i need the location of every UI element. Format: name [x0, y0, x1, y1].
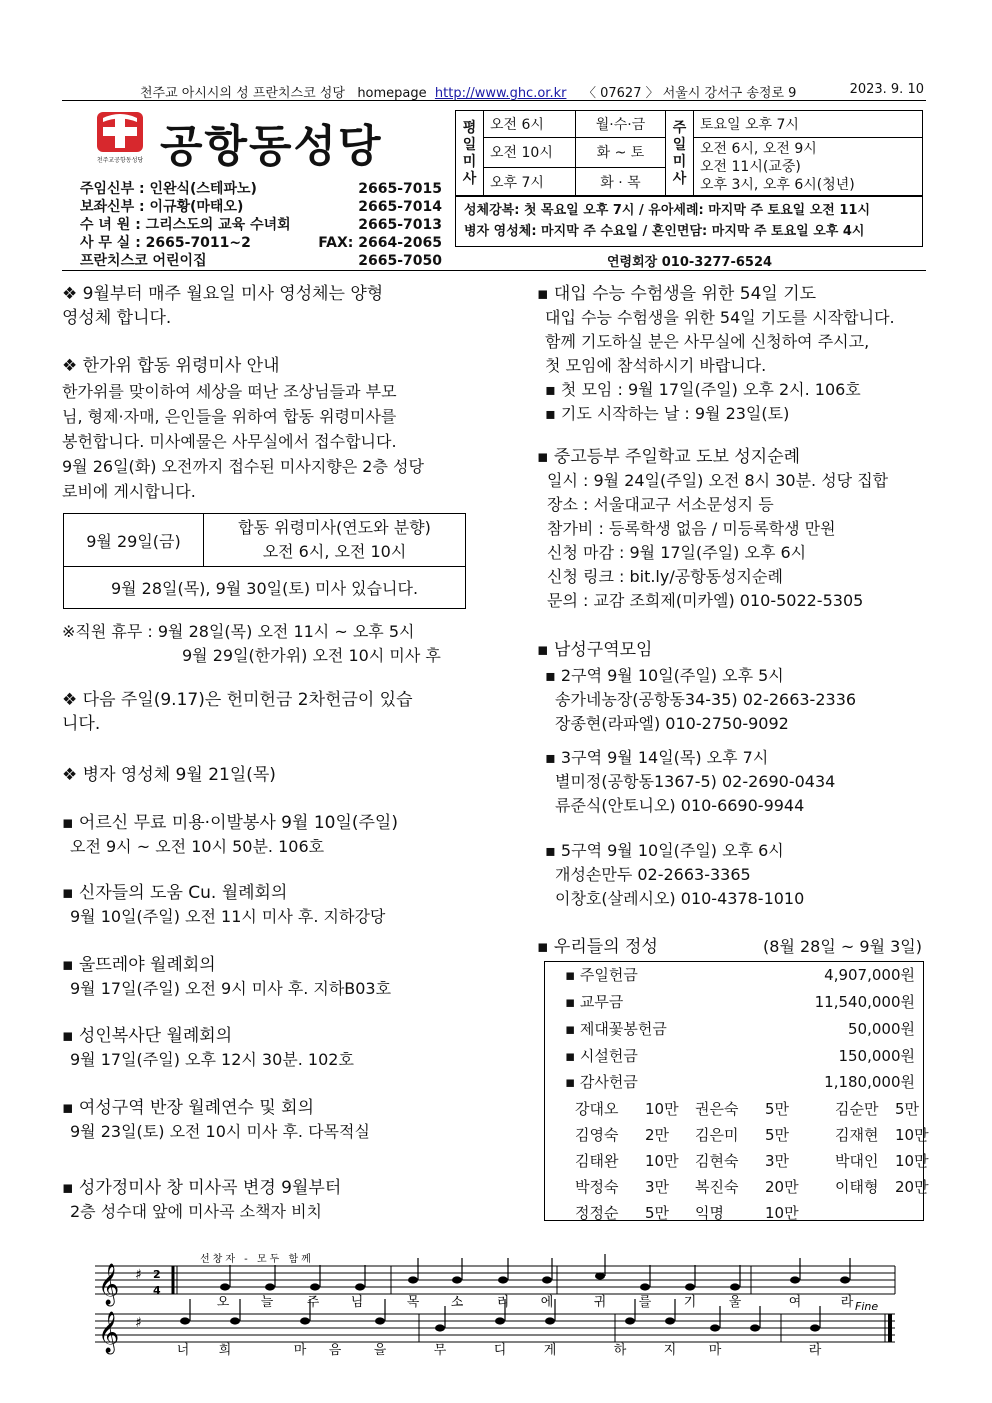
notice-text: 로비에 게시합니다. — [62, 482, 196, 501]
staff-row — [80, 216, 442, 234]
offering-name: ▪ 시설헌금 — [565, 1047, 638, 1065]
holiday-line: 9월 29일(한가위) 오전 10시 미사 후 — [182, 646, 441, 665]
donor-row — [575, 1150, 929, 1176]
lyric-syllable: 오 — [216, 1295, 230, 1310]
donor-name: 익명 — [695, 1204, 724, 1222]
staff-phone: 2665-7013 — [358, 217, 442, 233]
donor-amount: 10만 — [765, 1204, 799, 1222]
notice-memorial-mass — [62, 354, 424, 504]
donor-amount: 10만 — [645, 1152, 679, 1170]
staff-row — [80, 198, 442, 216]
church-name: 천주교 아시시의 성 프란치스코 성당 — [140, 86, 345, 101]
donor-name: 이태형 — [835, 1178, 879, 1196]
note-head — [220, 1283, 230, 1290]
district-place: 별미정(공항동1367-5) 02-2690-0434 — [555, 772, 836, 791]
staff-holiday — [62, 620, 441, 668]
weekday-mass-label: 평 일 미 사 — [456, 111, 484, 197]
staff-phone: 2665-7015 — [358, 181, 442, 197]
homepage-label: homepage — [357, 86, 427, 101]
score-lead-text: 선창자 - 모두 함께 — [200, 1254, 314, 1265]
notice-text: 9월 23일(토) 오전 10시 미사 후. 다목적실 — [70, 1122, 370, 1141]
offering-amount: 11,540,000원 — [814, 993, 915, 1011]
notice-heading: ▪ 울뜨레야 월례회의 — [62, 955, 216, 975]
note-head — [180, 1317, 190, 1324]
memorial-mass-time: 오전 6시, 오전 10시 — [262, 542, 407, 561]
header-divider — [62, 100, 926, 101]
note-head — [452, 1276, 462, 1283]
section-divider — [62, 270, 926, 271]
mass-time: 오전 10시 — [484, 138, 576, 168]
notice-text: 영성체 합니다. — [62, 308, 172, 328]
notice-text: 님, 형제·자매, 은인들을 위하여 합동 위령미사를 — [62, 407, 397, 426]
staff-label: 보좌신부 : 이규황(마태오) — [80, 199, 244, 215]
notice-text: 첫 모임에 참석하시기 바랍니다. — [545, 356, 767, 375]
note-head — [750, 1324, 760, 1331]
district-contact: 장종현(라파엘) 010-2750-9092 — [555, 714, 789, 733]
sunday-mass-time: 오후 3시, 오후 6시(청년) — [700, 177, 855, 193]
donor-name: 강대오 — [575, 1100, 619, 1118]
offering-amount: 4,907,000원 — [824, 966, 915, 984]
donor-name: 박정숙 — [575, 1178, 619, 1196]
address: 〈 07627 〉 서울시 강서구 송정로 9 — [582, 86, 797, 101]
staff-list — [80, 180, 442, 270]
staff-label: 주임신부 : 인완식(스테파노) — [80, 181, 257, 197]
sunday-mass-label: 주 일 미 사 — [666, 111, 694, 197]
lyric-syllable: 님 — [350, 1295, 364, 1310]
donor-amount: 10만 — [895, 1126, 929, 1144]
donor-name: 정정순 — [575, 1204, 619, 1222]
donor-amount: 5만 — [895, 1100, 920, 1118]
mass-days: 월·수·금 — [576, 111, 666, 138]
note-head — [435, 1324, 445, 1331]
note-head — [810, 1324, 820, 1331]
donor-name: 김태완 — [575, 1152, 619, 1170]
homepage-link[interactable]: http://www.ghc.or.kr — [434, 86, 567, 101]
donor-amount: 3만 — [645, 1178, 670, 1196]
donor-row — [575, 1176, 929, 1202]
lyric-syllable: 마 — [708, 1343, 722, 1358]
note-head — [625, 1317, 635, 1324]
district-heading: ▪ 5구역 9월 10일(주일) 오후 6시 — [545, 841, 784, 860]
lyric-syllable: 음 — [328, 1343, 342, 1358]
notice-text: 참가비 : 등록학생 없음 / 미등록학생 만원 — [547, 519, 836, 538]
donor-amount: 10만 — [645, 1100, 679, 1118]
notice-text: 신청 마감 : 9월 17일(주일) 오후 6시 — [547, 543, 807, 562]
notice-text: 9월 10일(주일) 오전 11시 미사 후. 지하강당 — [70, 907, 386, 926]
donor-name: 권은숙 — [695, 1100, 739, 1118]
notice-sick-communion: ❖ 병자 영성체 9월 21일(목) — [62, 765, 276, 785]
note-head — [498, 1276, 508, 1283]
donor-name: 김재현 — [835, 1126, 879, 1144]
donor-row — [575, 1098, 920, 1124]
note-head — [730, 1283, 740, 1290]
note-head — [495, 1317, 505, 1324]
notice-heading: ▪ 어르신 무료 미용·이발봉사 9월 10일(주일) — [62, 813, 398, 833]
notice-heading: ▪ 여성구역 반장 월례연수 및 회의 — [62, 1098, 315, 1118]
note-head — [640, 1283, 650, 1290]
notice-text: 문의 : 교감 조희제(미카엘) 010-5022-5305 — [547, 591, 864, 610]
offering-row — [565, 1018, 915, 1044]
offering-name: ▪ 교무금 — [565, 993, 624, 1011]
note-head — [665, 1317, 675, 1324]
notice-offering — [62, 688, 413, 736]
donor-amount: 10만 — [895, 1152, 929, 1170]
lyric-syllable: 여 — [788, 1295, 802, 1310]
offering-amount: 1,180,000원 — [824, 1073, 915, 1091]
district-place: 송가네농장(공항동34-35) 02-2663-2336 — [555, 690, 857, 709]
lyric-syllable: 에 — [540, 1295, 554, 1310]
staff-row — [80, 234, 442, 252]
staff-row — [80, 180, 442, 198]
sunday-mass-time: 토요일 오후 7시 — [694, 111, 923, 138]
memorial-mass-cell — [204, 514, 466, 567]
notice-text: 2층 성수대 앞에 미사곡 소책자 비치 — [70, 1202, 322, 1221]
issue-date: 2023. 9. 10 — [849, 82, 924, 97]
notice-heading: ▪ 성인복사단 월례회의 — [62, 1026, 233, 1046]
svg-text:천주교공항동성당: 천주교공항동성당 — [97, 157, 143, 164]
notice-heading: ▪ 우리들의 정성 — [537, 937, 658, 957]
mass-days: 화 ~ 토 — [576, 138, 666, 168]
donor-amount: 20만 — [895, 1178, 929, 1196]
holiday-line: ※직원 휴무 : 9월 28일(목) 오전 11시 ~ 오후 5시 — [62, 622, 415, 641]
notice-text: 장소 : 서울대교구 서소문성지 등 — [547, 495, 774, 514]
staff-row — [80, 252, 442, 270]
notice-heading: ▪ 성가정미사 창 미사곡 변경 9월부터 — [62, 1178, 342, 1198]
lyric-syllable: 너 — [176, 1343, 190, 1358]
district-heading: ▪ 3구역 9월 14일(목) 오후 7시 — [545, 748, 769, 767]
donor-name: 김현숙 — [695, 1152, 739, 1170]
time-signature: 4 — [153, 1284, 161, 1297]
lyric-syllable: 게 — [543, 1343, 557, 1358]
offering-row — [565, 1071, 915, 1097]
notice-text: 니다. — [62, 714, 101, 734]
notice-altar-servers — [62, 1024, 354, 1072]
lyric-syllable: 목 — [406, 1295, 420, 1310]
note-head — [595, 1272, 605, 1279]
lyric-syllable: 기 — [683, 1295, 697, 1310]
mass-days: 화 · 목 — [576, 167, 666, 197]
pilgrimage-link[interactable]: 신청 링크 : bit.ly/공항동성지순례 — [547, 567, 783, 586]
memorial-date: 9월 29일(금) — [64, 514, 204, 567]
note-head — [300, 1317, 310, 1324]
note-head — [355, 1283, 365, 1290]
donor-list — [575, 1098, 929, 1228]
note-head — [685, 1283, 695, 1290]
treble-clef-icon: 𝄞 — [98, 1312, 120, 1353]
note-head — [710, 1324, 720, 1331]
offering-amount: 50,000원 — [848, 1020, 915, 1038]
note-head — [542, 1276, 552, 1283]
notice-heading: ▪ 신자들의 도움 Cu. 월례회의 — [62, 883, 288, 903]
offering-name: ▪ 제대꽃봉헌금 — [565, 1020, 667, 1038]
lyric-syllable: 디 — [493, 1343, 507, 1358]
lyric-syllable: 를 — [638, 1295, 652, 1310]
notice-heading: ▪ 대입 수능 수험생을 위한 54일 기도 — [537, 284, 817, 304]
district-2 — [545, 664, 856, 736]
donor-name: 박대인 — [835, 1152, 879, 1170]
staff-label: 프란치스코 어린이집 — [80, 253, 207, 269]
page-title: 공항동성당 — [160, 121, 383, 172]
notice-bullet: ▪ 첫 모임 : 9월 17일(주일) 오후 2시. 106호 — [545, 380, 861, 399]
note-head — [265, 1283, 275, 1290]
donor-name: 복진숙 — [695, 1178, 739, 1196]
hymn-score — [95, 1252, 897, 1392]
donor-amount: 5만 — [645, 1204, 670, 1222]
lyric-syllable: 마 — [293, 1343, 307, 1358]
lyric-syllable: 리 — [496, 1295, 510, 1310]
sunday-mass-time: 오전 11시(교중) — [700, 159, 801, 175]
donor-name: 김영숙 — [575, 1126, 619, 1144]
notice-womens-district — [62, 1096, 370, 1144]
lyric-syllable: 하 — [613, 1343, 627, 1358]
info-line: 병자 영성체: 마지막 주 수요일 / 혼인면담: 마지막 주 토요일 오후 4시 — [464, 224, 865, 239]
staff-label: 사 무 실 : 2665-7011~2 — [80, 235, 251, 251]
notice-heading: ❖ 다음 주일(9.17)은 헌미헌금 2차헌금이 있습 — [62, 690, 413, 710]
lyric-syllable: 울 — [728, 1295, 742, 1310]
notice-ultreya — [62, 953, 391, 1001]
offering-row — [565, 964, 915, 990]
note-head — [375, 1317, 385, 1324]
notice-heading: ▪ 중고등부 주일학교 도보 성지순례 — [537, 447, 801, 467]
sunday-mass-time: 오전 6시, 오전 9시 — [700, 141, 817, 157]
sacrament-info — [455, 195, 923, 247]
donor-name: 김은미 — [695, 1126, 739, 1144]
notice-cu-meeting — [62, 881, 385, 929]
notice-pilgrimage — [537, 445, 888, 613]
time-signature: 2 — [153, 1268, 161, 1281]
lyric-syllable: 을 — [373, 1343, 387, 1358]
notice-text: 대입 수능 수험생을 위한 54일 기도를 시작합니다. — [545, 308, 895, 327]
lyric-syllable: 늘 — [260, 1295, 274, 1310]
fine-marking: Fine — [855, 1300, 879, 1313]
lyric-syllable: 지 — [663, 1343, 677, 1358]
lyric-syllable: 소 — [450, 1295, 464, 1310]
district-3 — [545, 746, 835, 818]
donor-amount: 5만 — [765, 1126, 790, 1144]
notice-text: 9월 26일(화) 오전까지 접수된 미사지향은 2층 성당 — [62, 457, 424, 476]
notice-heading: ❖ 한가위 합동 위령미사 안내 — [62, 356, 280, 376]
memorial-mass-title: 합동 위령미사(연도와 분향) — [238, 518, 431, 537]
note-head — [545, 1317, 555, 1324]
notice-text: 9월 17일(주일) 오후 12시 30분. 102호 — [70, 1050, 354, 1069]
notice-text: 9월 17일(주일) 오전 9시 미사 후. 지하B03호 — [70, 979, 392, 998]
notice-text: 함께 기도하실 분은 사무실에 신청하여 주시고, — [545, 332, 870, 351]
staff-label: 수 녀 원 : 그리스도의 교육 수녀회 — [80, 217, 291, 233]
donor-amount: 2만 — [645, 1126, 670, 1144]
note-head — [310, 1283, 320, 1290]
lyric-syllable: 주 — [306, 1295, 320, 1310]
notice-haircut — [62, 811, 398, 859]
district-5 — [545, 839, 804, 911]
district-heading: ▪ 2구역 9월 10일(주일) 오후 5시 — [545, 666, 784, 685]
lyric-syllable: 라 — [840, 1295, 854, 1310]
notice-mass-song — [62, 1176, 341, 1224]
notice-bullet: ▪ 기도 시작하는 날 : 9월 23일(토) — [545, 404, 790, 423]
offering-box — [544, 961, 929, 1222]
donor-amount: 20만 — [765, 1178, 799, 1196]
notice-mens-district — [537, 638, 652, 662]
memorial-mass-table — [63, 513, 466, 609]
lyric-syllable: 라 — [808, 1343, 822, 1358]
mass-time: 오전 6시 — [484, 111, 576, 138]
mass-time: 오후 7시 — [484, 167, 576, 197]
notice-text: 한가위를 맞이하여 세상을 떠난 조상님들과 부모 — [62, 382, 397, 401]
lyric-syllable: 무 — [433, 1343, 447, 1358]
donor-amount: 3만 — [765, 1152, 790, 1170]
sunday-mass-times — [694, 138, 923, 197]
contact-line: 연령회장 010-3277-6524 — [607, 255, 773, 270]
staff-phone: 2665-7014 — [358, 199, 442, 215]
key-sharp-icon: ♯ — [135, 1315, 142, 1331]
memorial-note: 9월 28일(목), 9월 30일(토) 미사 있습니다. — [64, 567, 466, 609]
notice-suneung-prayer — [537, 282, 895, 426]
offering-row — [565, 1045, 915, 1071]
note-head — [840, 1276, 850, 1283]
offering-name: ▪ 감사헌금 — [565, 1073, 638, 1091]
donor-name: 김순만 — [835, 1100, 879, 1118]
notice-text: 일시 : 9월 24일(주일) 오전 8시 30분. 성당 집합 — [547, 471, 889, 490]
donor-row — [575, 1124, 929, 1150]
donor-row — [575, 1202, 915, 1228]
staff-phone: FAX: 2664-2065 — [318, 235, 442, 251]
info-line: 성체강복: 첫 목요일 오후 7시 / 유아세례: 마지막 주 토요일 오전 11시 — [464, 203, 871, 218]
lyric-syllable: 귀 — [593, 1295, 607, 1310]
key-sharp-icon: ♯ — [135, 1267, 142, 1283]
header-church — [140, 82, 796, 101]
notice-text: 봉헌합니다. 미사예물은 사무실에서 접수합니다. — [62, 432, 397, 451]
note-head — [408, 1276, 418, 1283]
offering-name: ▪ 주일헌금 — [565, 966, 638, 984]
mass-schedule-table — [455, 110, 923, 197]
district-contact: 이창호(살레시오) 010-4378-1010 — [555, 889, 805, 908]
offering-amount: 150,000원 — [838, 1047, 915, 1065]
lyric-syllable: 희 — [218, 1343, 232, 1358]
offering-period: (8월 28일 ~ 9월 3일) — [763, 937, 922, 956]
offering-heading — [537, 935, 922, 959]
notice-text: 오전 9시 ~ 오전 10시 50분. 106호 — [70, 837, 325, 856]
district-contact: 류준식(안토니오) 010-6690-9944 — [555, 796, 805, 815]
offering-row — [565, 991, 915, 1017]
notice-monday — [62, 282, 383, 330]
notice-heading: ▪ 남성구역모임 — [537, 640, 653, 660]
note-head — [230, 1317, 240, 1324]
treble-clef-icon: 𝄞 — [98, 1264, 120, 1305]
donor-amount: 5만 — [765, 1100, 790, 1118]
district-place: 개성손만두 02-2663-3365 — [555, 865, 751, 884]
staff-phone: 2665-7050 — [358, 253, 442, 269]
church-logo — [97, 112, 143, 164]
notice-heading: ❖ 9월부터 매주 월요일 미사 영성체는 양형 — [62, 284, 384, 304]
note-head — [790, 1276, 800, 1283]
